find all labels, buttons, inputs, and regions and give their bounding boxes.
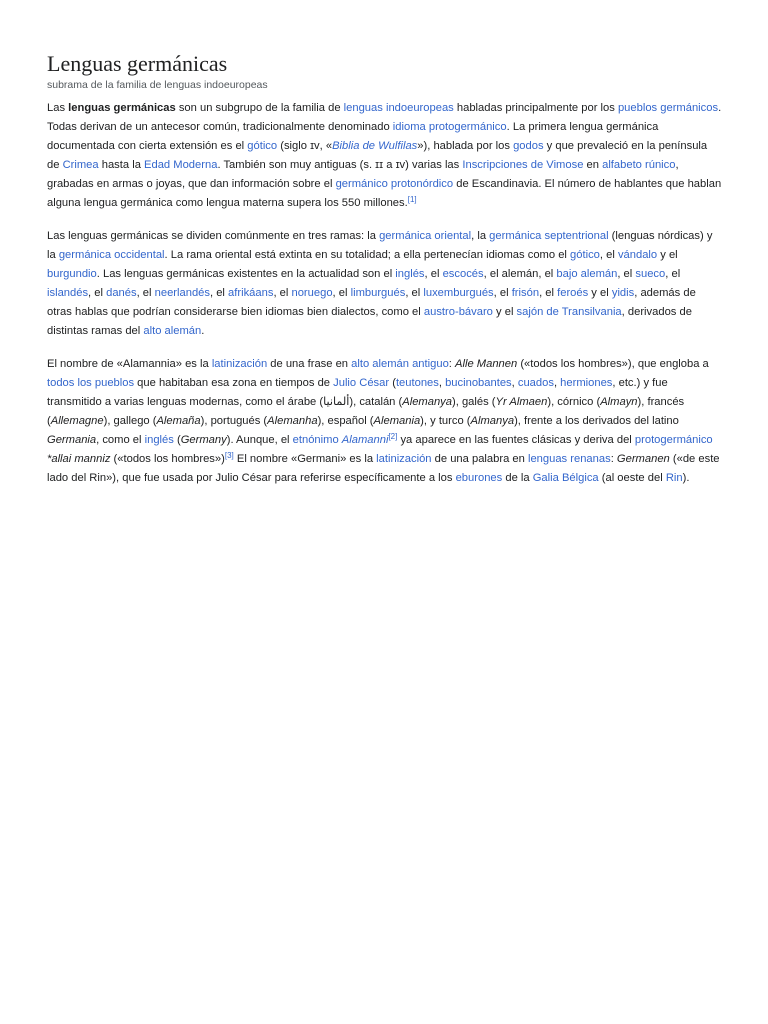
wiki-link[interactable]: sajón de Transilvania <box>516 306 622 318</box>
text-run: y el <box>657 249 678 261</box>
text-run: de Escandinavia. El número de hablantes que hablan alguna lengua germánica como lengua materna supera los 550 millones. <box>47 178 722 209</box>
text-run: ), frente a los derivados del latino <box>514 415 679 427</box>
text-run: son un subgrupo de la familia de <box>175 102 344 114</box>
text-run: ), catalán ( <box>349 396 403 408</box>
wiki-link[interactable]: inglés <box>395 268 425 280</box>
text-run: Alle Mannen <box>455 358 518 370</box>
text-run: hasta la <box>98 159 145 171</box>
wiki-link[interactable]: germánico protonórdico <box>335 178 454 190</box>
text-run: Alemania <box>373 415 421 427</box>
wiki-link[interactable]: latinización <box>376 453 432 465</box>
text-run: («todos los hombres»), que engloba a <box>517 358 709 370</box>
wiki-link[interactable]: danés <box>106 287 137 299</box>
text-run: , grabadas en armas o joyas, que dan información sobre el <box>47 159 679 190</box>
text-run: ), español ( <box>317 415 374 427</box>
wiki-link[interactable]: luxemburgués <box>423 287 494 299</box>
text-run: Germanen <box>616 453 670 465</box>
text-run: («todos los hombres») <box>110 453 225 465</box>
text-run: , <box>553 377 561 389</box>
wiki-link[interactable]: inglés <box>144 434 174 446</box>
wiki-link[interactable]: sueco <box>635 268 666 280</box>
wiki-link[interactable]: alto alemán <box>143 325 202 337</box>
text-run: habladas principalmente por los <box>453 102 618 114</box>
text-run: : <box>448 358 456 370</box>
wiki-link[interactable]: pueblos germánicos <box>617 102 719 114</box>
wiki-link[interactable]: idioma protogermánico <box>392 121 507 133</box>
text-run: de la <box>502 472 533 484</box>
text-run: ), galés ( <box>452 396 496 408</box>
text-run: Alemanha <box>267 415 318 427</box>
text-run: , <box>438 377 446 389</box>
text-run: . <box>201 325 205 337</box>
wiki-link[interactable]: austro-bávaro <box>423 306 493 318</box>
text-run: »), hablada por los <box>417 140 514 152</box>
text-run: , el <box>209 287 229 299</box>
text-run: ), gallego ( <box>103 415 157 427</box>
text-run: Almanya <box>470 415 515 427</box>
wiki-link[interactable]: Biblia de Wulfilas <box>332 140 418 152</box>
text-run: y que prevaleció en la península de <box>47 140 708 171</box>
reference-link[interactable]: [1] <box>407 195 417 204</box>
text-run: (siglo ɪᴠ, « <box>277 140 333 152</box>
text-run: , el <box>665 268 681 280</box>
text-run: . También son muy antiguas (s. ɪɪ a ɪᴠ) varias las <box>217 159 463 171</box>
wiki-link[interactable]: eburones <box>455 472 503 484</box>
text-run: Las <box>47 102 69 114</box>
text-run: ), córnico ( <box>547 396 601 408</box>
text-run: y el <box>588 287 612 299</box>
text-run: ya aparece en las fuentes clásicas y deriva del <box>397 434 635 446</box>
text-run: El nombre de «Alamannia» es la <box>47 358 212 370</box>
wiki-link[interactable]: bucinobantes <box>445 377 512 389</box>
wiki-link[interactable]: vándalo <box>617 249 658 261</box>
paragraph-1 <box>47 99 722 213</box>
text-run: , derivados de distintas ramas del <box>47 306 692 337</box>
text-run: , el alemán, el <box>483 268 557 280</box>
text-run: («de este lado del Rin»), que fue usada por Julio César para referirse específicamente a los <box>47 453 720 484</box>
text-run: , como el <box>96 434 145 446</box>
page-subtitle: subrama de la familia de lenguas indoeuropeas <box>47 79 268 91</box>
wiki-link[interactable]: godos <box>513 140 544 152</box>
text-run: , además de otras hablas que podrían considerarse bien idiomas bien dialectos, como el <box>47 287 696 318</box>
text-run: Germania <box>47 434 97 446</box>
text-run: ). Aunque, el <box>226 434 293 446</box>
reference-link[interactable]: [2] <box>388 432 398 441</box>
wiki-link[interactable]: islandés <box>47 287 89 299</box>
wiki-link[interactable]: etnónimo <box>292 434 339 446</box>
wiki-link[interactable]: yidis <box>611 287 635 299</box>
wiki-link[interactable]: Julio César <box>333 377 390 389</box>
wiki-link[interactable]: cuados <box>517 377 554 389</box>
wiki-link[interactable]: bajo alemán <box>556 268 618 280</box>
text-run: . La rama oriental está extinta en su totalidad; a ella pertenecían idiomas como el <box>164 249 571 261</box>
text-run: que habitaban esa zona en tiempos de <box>134 377 334 389</box>
wiki-link[interactable]: lenguas indoeuropeas <box>343 102 454 114</box>
text-run: . Las lenguas germánicas existentes en la actualidad son el <box>96 268 396 280</box>
text-run: ), francés ( <box>47 396 685 427</box>
arabic-text: ألمانيا <box>323 396 350 408</box>
wiki-link[interactable]: feroés <box>557 287 589 299</box>
text-run: , la <box>471 230 490 242</box>
wiki-link[interactable]: frisón <box>511 287 540 299</box>
text-run: Germany <box>180 434 227 446</box>
wiki-link[interactable]: germánica septentrional <box>489 230 609 242</box>
wiki-link[interactable]: alfabeto rúnico <box>602 159 676 171</box>
wiki-link[interactable]: germánica occidental <box>58 249 165 261</box>
text-run: , el <box>599 249 618 261</box>
text-run: . Todas derivan de un antecesor común, tradicionalmente denominado <box>47 102 722 133</box>
text-run: , <box>511 377 518 389</box>
text-run: , el <box>405 287 424 299</box>
wiki-link[interactable]: hermiones <box>560 377 613 389</box>
text-run: ), y turco ( <box>420 415 471 427</box>
text-run: , el <box>136 287 155 299</box>
wiki-link[interactable]: escocés <box>442 268 484 280</box>
paragraph-3 <box>47 355 722 488</box>
text-run: , etc.) y fue transmitido a varias lenguas modernas, como el árabe ( <box>47 377 668 408</box>
text-run: , el <box>332 287 351 299</box>
text-run: (lenguas nórdicas) y la <box>47 230 713 261</box>
text-run: , el <box>617 268 636 280</box>
text-run: Allemagne <box>50 415 104 427</box>
text-run: Almayn <box>600 396 638 408</box>
text-run: de una frase en <box>267 358 352 370</box>
text-run: Yr Almaen <box>495 396 548 408</box>
text-run: : <box>610 453 617 465</box>
reference-link[interactable]: [3] <box>224 451 234 460</box>
text-run: Alemanya <box>402 396 452 408</box>
wiki-link[interactable]: gótico <box>247 140 278 152</box>
wiki-link[interactable]: limburgués <box>350 287 406 299</box>
wiki-link[interactable]: noruego <box>291 287 333 299</box>
text-run: ( <box>173 434 181 446</box>
wiki-link[interactable]: Galia Bélgica <box>532 472 599 484</box>
text-run: ), portugués ( <box>200 415 268 427</box>
wiki-link[interactable]: Rin <box>665 472 683 484</box>
text-run: Las lenguas germánicas se dividen comúnmente en tres ramas: la <box>47 230 380 242</box>
wiki-link[interactable]: protogermánico <box>634 434 713 446</box>
wiki-link[interactable]: Alamanni <box>341 434 389 446</box>
wiki-link[interactable]: latinización <box>211 358 268 370</box>
text-run: , el <box>539 287 558 299</box>
text-run: , el <box>424 268 443 280</box>
wiki-link[interactable]: lenguas renanas <box>527 453 611 465</box>
wiki-link[interactable]: Edad Moderna <box>144 159 218 171</box>
text-run: *allai manniz <box>47 453 111 465</box>
wiki-link[interactable]: gótico <box>570 249 600 261</box>
text-run: Alemaña <box>156 415 201 427</box>
bold-term: lenguas germánicas <box>68 102 176 114</box>
text-run: , el <box>273 287 292 299</box>
wiki-link[interactable]: neerlandés <box>154 287 210 299</box>
wiki-link[interactable]: teutones <box>395 377 439 389</box>
text-run: ( <box>389 377 396 389</box>
text-run: (al oeste del <box>598 472 666 484</box>
wiki-link[interactable]: germánica oriental <box>379 230 472 242</box>
paragraph-2 <box>47 227 722 341</box>
wiki-link[interactable]: Crimea <box>62 159 99 171</box>
wiki-link[interactable]: burgundio <box>47 268 97 280</box>
article <box>47 50 722 502</box>
text-run: El nombre «Germani» es la <box>233 453 377 465</box>
wiki-link[interactable]: afrikáans <box>228 287 274 299</box>
text-run: . La primera lengua germánica documentada con cierta extensión es el <box>47 121 659 152</box>
text-run: , el <box>88 287 107 299</box>
text-run: de una palabra en <box>431 453 528 465</box>
text-run: en <box>583 159 603 171</box>
page-title: Lenguas germánicas <box>47 51 228 76</box>
text-run: y el <box>492 306 517 318</box>
text-run: , el <box>493 287 512 299</box>
wiki-link[interactable]: Inscripciones de Vimose <box>462 159 584 171</box>
wiki-link[interactable]: alto alemán antiguo <box>351 358 449 370</box>
wiki-link[interactable]: todos los pueblos <box>47 377 135 389</box>
text-run: ). <box>682 472 690 484</box>
